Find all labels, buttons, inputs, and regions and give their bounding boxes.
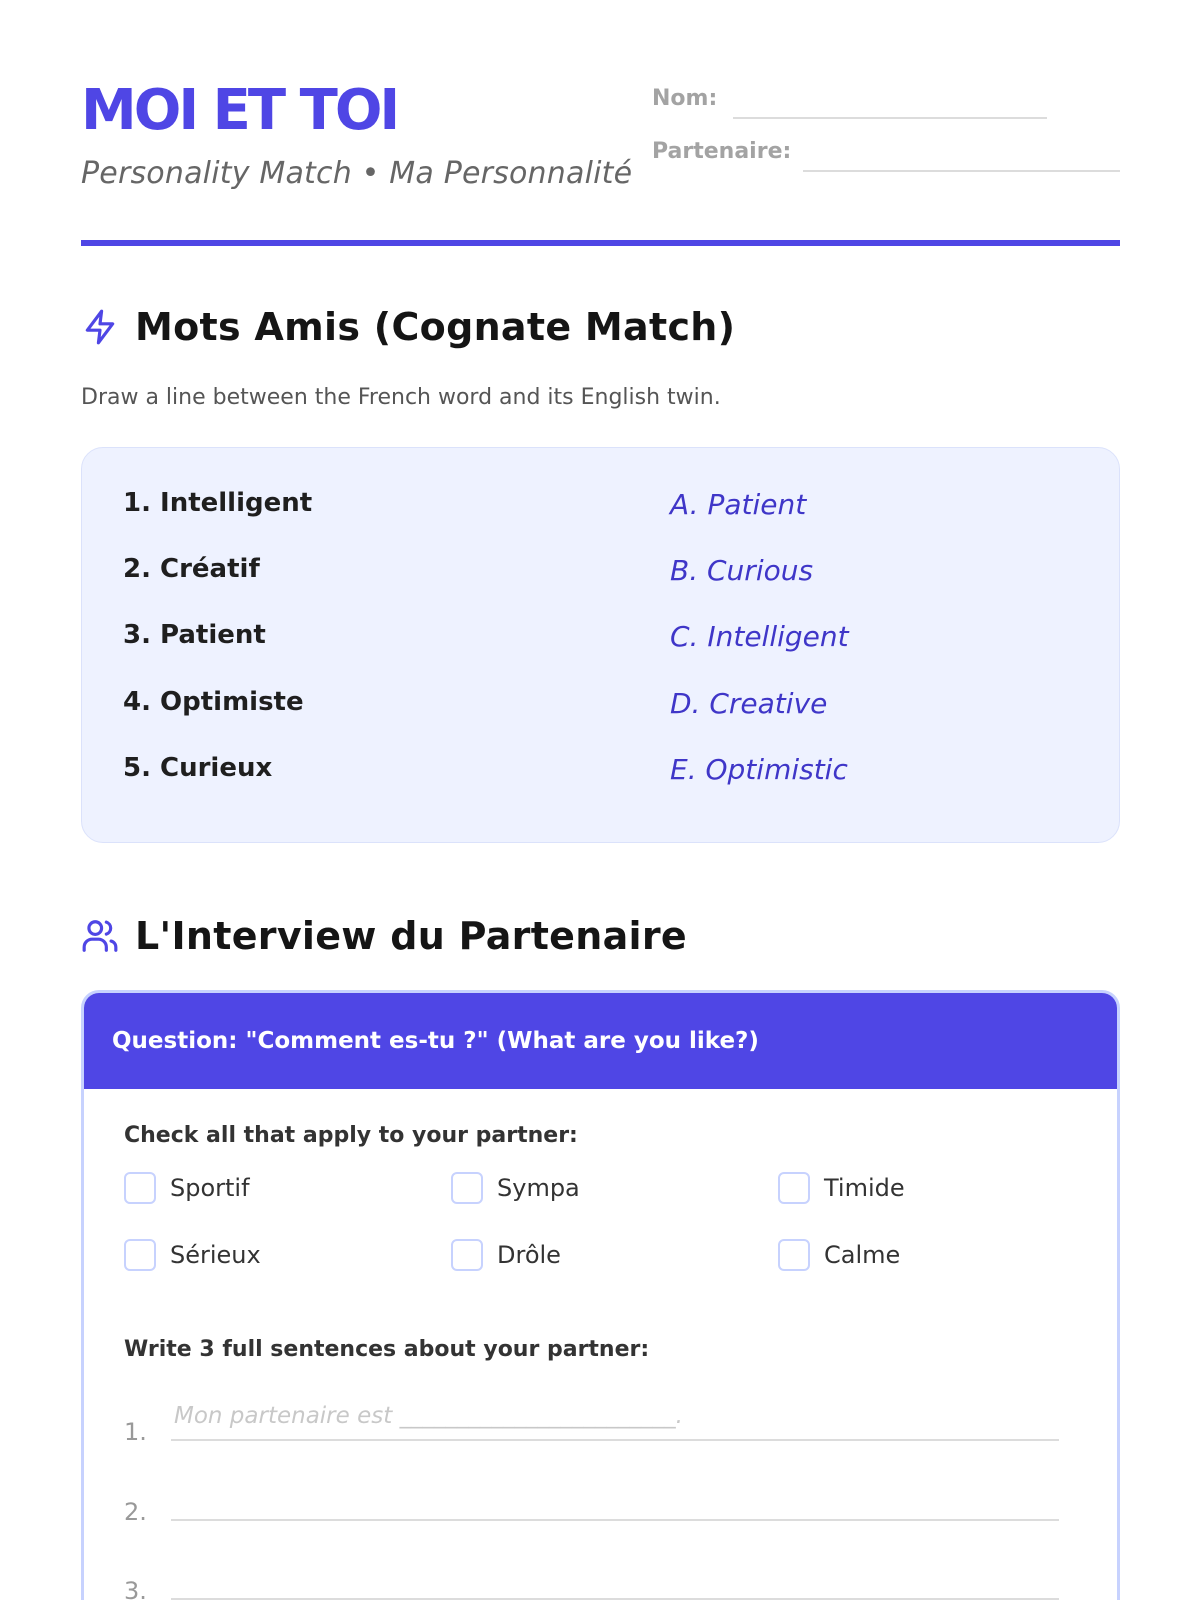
sentence-number: 3.: [124, 1577, 147, 1600]
header: [81, 0, 1120, 248]
check-label: Check all that apply to your partner:: [124, 1123, 578, 1148]
interview-section-heading: [81, 914, 687, 958]
english-word: B. Curious: [670, 554, 814, 587]
cognates-section-heading: [81, 305, 735, 349]
cognate-row: [123, 687, 1083, 727]
checkbox-sympa[interactable]: [451, 1172, 580, 1204]
english-word: A. Patient: [670, 488, 807, 521]
cognate-row: [123, 488, 1083, 528]
name-field[interactable]: [733, 117, 1047, 119]
cognate-row: [123, 620, 1083, 660]
cognate-row: [123, 554, 1083, 594]
cognate-match-panel: [81, 447, 1120, 843]
checkbox-box[interactable]: [778, 1239, 810, 1271]
write-label: Write 3 full sentences about your partner:: [124, 1337, 650, 1362]
question-text: Question: "Comment es-tu ?" (What are you like?): [112, 1028, 759, 1054]
checkbox-label: Sportif: [170, 1174, 250, 1202]
english-word: D. Creative: [670, 687, 828, 720]
interview-card: [81, 990, 1120, 1600]
checkbox-sportif[interactable]: [124, 1172, 250, 1204]
checkbox-box[interactable]: [451, 1239, 483, 1271]
checkbox-serieux[interactable]: [124, 1239, 261, 1271]
checkbox-label: Sérieux: [170, 1241, 261, 1269]
partner-field[interactable]: [803, 170, 1120, 172]
interview-heading: L'Interview du Partenaire: [135, 914, 687, 958]
french-word: 4. Optimiste: [123, 687, 304, 717]
cognates-instructions: Draw a line between the French word and its English twin.: [81, 385, 721, 410]
lightning-bolt-icon: [81, 308, 119, 346]
checkbox-label: Drôle: [497, 1241, 561, 1269]
question-bar: [84, 993, 1117, 1089]
page-title: MOI ET TOI: [81, 78, 398, 143]
sentence-number: 2.: [124, 1498, 147, 1526]
french-word: 1. Intelligent: [123, 488, 313, 518]
french-word: 5. Curieux: [123, 753, 273, 783]
checkbox-box[interactable]: [124, 1172, 156, 1204]
worksheet: [81, 0, 1120, 1600]
sentence-placeholder: Mon partenaire est ________________________.: [174, 1403, 683, 1429]
french-word: 3. Patient: [123, 620, 266, 650]
english-word: E. Optimistic: [670, 753, 848, 786]
french-word: 2. Créatif: [123, 554, 260, 584]
sentence-line-1[interactable]: [171, 1439, 1059, 1441]
checkbox-box[interactable]: [451, 1172, 483, 1204]
checkbox-label: Timide: [824, 1174, 905, 1202]
cognate-row: [123, 753, 1083, 793]
sentence-number: 1.: [124, 1418, 147, 1446]
checkbox-label: Calme: [824, 1241, 901, 1269]
header-divider: [81, 240, 1120, 246]
partner-label: Partenaire:: [652, 139, 792, 164]
name-label: Nom:: [652, 86, 718, 111]
english-word: C. Intelligent: [670, 620, 849, 653]
checkbox-label: Sympa: [497, 1174, 580, 1202]
checkbox-timide[interactable]: [778, 1172, 905, 1204]
users-icon: [81, 917, 119, 955]
checkbox-box[interactable]: [778, 1172, 810, 1204]
checkbox-box[interactable]: [124, 1239, 156, 1271]
cognates-heading: Mots Amis (Cognate Match): [135, 305, 736, 349]
sentence-line-2[interactable]: [171, 1519, 1059, 1521]
checkbox-drole[interactable]: [451, 1239, 561, 1271]
page-subtitle: Personality Match • Ma Personnalité: [81, 156, 633, 191]
checkbox-calme[interactable]: [778, 1239, 900, 1271]
